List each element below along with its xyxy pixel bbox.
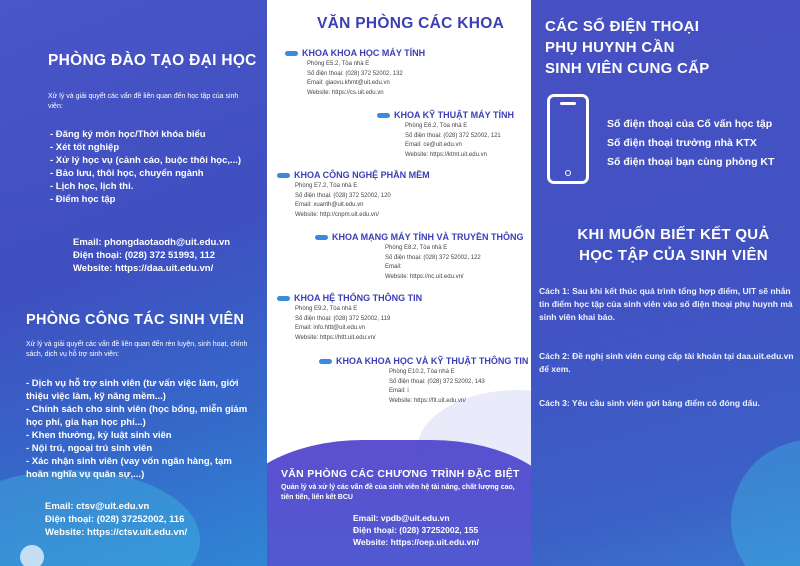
- phone-text: Số điện thoại: (028) 372 52002, 119: [295, 315, 391, 322]
- result-step-2: Cách 2: Đề nghị sinh viên cung cấp tài khoản tại daa.uit.edu.vn để xem.: [539, 351, 794, 374]
- training-office-list: [50, 128, 260, 206]
- bullet-icon: [319, 359, 332, 364]
- list-item: - Xử lý học vụ (cảnh cáo, buộc thôi học,...): [50, 155, 242, 166]
- list-item: - Dịch vụ hỗ trợ sinh viên (tư vấn việc làm, giới thiệu việc làm, kỹ năng mềm...): [26, 378, 239, 402]
- special-programs-contact: [353, 512, 479, 548]
- special-programs-desc: Quản lý và xử lý các vấn đề của sinh viên hệ tài năng, chất lượng cao, tiên tiến, liên kết BCU: [281, 484, 515, 501]
- student-affairs-list: [26, 377, 256, 481]
- bullet-icon: [277, 296, 290, 301]
- phone-text: Số điện thoại: (028) 372 52002, 120: [295, 192, 391, 199]
- faculties-title: VĂN PHÒNG CÁC KHOA: [317, 15, 505, 32]
- email-text: Email: xuanth@uit.edu.vn: [295, 202, 364, 208]
- room-text: Phòng E5.2, Tòa nhà E: [307, 61, 370, 67]
- list-item: - Đăng ký môn học/Thời khóa biểu: [50, 129, 206, 140]
- website-text: Website: https://cs.uit.edu.vn: [307, 89, 384, 96]
- bullet-icon: [315, 235, 328, 240]
- decor-wave: [731, 440, 800, 566]
- website-text: Website: http://cnpm.uit.edu.vn/: [295, 211, 379, 218]
- phone-text: Số điện thoại: (028) 372 52002, 132: [307, 70, 403, 77]
- list-item: - Xác nhận sinh viên (vay vốn ngân hàng, tạm hoãn nghĩa vụ quân sự,...): [26, 456, 232, 480]
- bullet-icon: [377, 113, 390, 118]
- email-text: Email:: [385, 264, 402, 270]
- faculty-name: KHOA KHOA HỌC VÀ KỸ THUẬT THÔNG TIN: [336, 356, 529, 366]
- faculty-block: [277, 170, 430, 220]
- list-item: Số điện thoại của Cố vấn học tập: [607, 118, 773, 130]
- parent-phones-list: [607, 115, 797, 172]
- smartphone-icon: [547, 94, 589, 184]
- list-item: - Điểm học tập: [50, 194, 116, 205]
- result-step-3: Cách 3: Yêu cầu sinh viên gửi bảng điểm có đóng dấu.: [539, 398, 760, 408]
- faculty-block: [319, 356, 528, 406]
- phone-text: Số điện thoại: (028) 372 52002, 122: [385, 254, 481, 261]
- phone-text: Điện thoại: (028) 37252002, 116: [45, 514, 185, 525]
- bullet-icon: [277, 173, 290, 178]
- room-text: Phòng E10.2, Tòa nhà E: [389, 369, 455, 375]
- faculty-block: [315, 232, 524, 282]
- website-text: Website: https://nc.uit.edu.vn/: [385, 273, 464, 280]
- email-text: Email: vpdb@uit.edu.vn: [353, 513, 450, 523]
- list-item: - Nội trú, ngoại trú sinh viên: [26, 443, 153, 454]
- faculty-block: [277, 293, 422, 343]
- room-text: Phòng E6.2, Tòa nhà E: [405, 123, 468, 129]
- faculty-name: KHOA KỸ THUẬT MÁY TÍNH: [394, 110, 514, 120]
- list-item: Số điện thoại trưởng nhà KTX: [607, 137, 757, 149]
- special-programs-title: VĂN PHÒNG CÁC CHƯƠNG TRÌNH ĐẶC BIỆT: [281, 468, 520, 480]
- email-text: Email: phongdaotaodh@uit.edu.vn: [73, 237, 231, 248]
- list-item: - Khen thưởng, kỷ luật sinh viên: [26, 430, 172, 441]
- website-text: Website: https://fit.uit.edu.vn/: [389, 397, 466, 404]
- student-affairs-contact: [45, 500, 187, 539]
- faculty-block: [377, 110, 514, 160]
- middle-panel: [267, 0, 531, 566]
- decor-dot: [20, 545, 44, 566]
- list-item: - Lịch học, lịch thi.: [50, 181, 134, 192]
- result-step-1: Cách 1: Sau khi kết thúc quá trình tổng hợp điểm, UIT sẽ nhắn tin điểm học tập của sinh viên vào số điện thoại phụ huynh mà sinh viên khai báo.: [539, 286, 793, 322]
- bullet-icon: [285, 51, 298, 56]
- left-panel: [0, 0, 267, 566]
- faculty-block: [285, 48, 425, 98]
- faculty-name: KHOA KHOA HỌC MÁY TÍNH: [302, 48, 426, 58]
- results-title: KHI MUỐN BIẾT KẾT QUẢ HỌC TẬP CỦA SINH VIÊN: [577, 226, 770, 264]
- email-text: Email: giaovu.khmt@uit.edu.vn: [307, 80, 390, 86]
- email-text: Email: ce@uit.edu.vn: [405, 142, 462, 148]
- student-affairs-desc: Xử lý và giải quyết các vấn đề liên quan đến rèn luyện, sinh hoạt, chính sách, dịch vụ hỗ trợ sinh viên:: [26, 341, 248, 358]
- training-office-desc: Xử lý và giải quyết các vấn đề liên quan đến học tập của sinh viên:: [48, 93, 239, 110]
- website-text: Website: https://ktmt.uit.edu.vn: [405, 151, 487, 158]
- room-text: Phòng E9.2, Tòa nhà E: [295, 306, 358, 312]
- faculty-name: KHOA MẠNG MÁY TÍNH VÀ TRUYỀN THÔNG: [332, 232, 524, 242]
- list-item: - Bảo lưu, thôi học, chuyển ngành: [50, 168, 204, 179]
- phone-text: Điện thoại: (028) 37252002, 155: [353, 525, 479, 535]
- website-text: Website: https://httt.uit.edu.vn/: [295, 334, 376, 341]
- list-item: - Chính sách cho sinh viên (học bổng, miễn giảm học phí, gia hạn học phí...): [26, 404, 248, 428]
- list-item: Số điện thoại bạn cùng phòng KT: [607, 156, 775, 168]
- list-item: - Xét tốt nghiệp: [50, 142, 120, 153]
- training-office-contact: [73, 236, 230, 275]
- website-text: Website: https://daa.uit.edu.vn/: [73, 263, 214, 274]
- phone-text: Số điện thoại: (028) 372 52002, 121: [405, 132, 501, 139]
- email-text: Email: ctsv@uit.edu.vn: [45, 501, 150, 512]
- faculty-name: KHOA HỆ THỐNG THÔNG TIN: [294, 293, 423, 303]
- room-text: Phòng E7.2, Tòa nhà E: [295, 183, 358, 189]
- email-text: Email: info.httt@uit.edu.vn: [295, 325, 366, 331]
- website-text: Website: https://oep.uit.edu.vn/: [353, 537, 479, 547]
- website-text: Website: https://ctsv.uit.edu.vn/: [45, 527, 188, 538]
- phone-text: Số điện thoại: (028) 372 52002, 143: [389, 378, 485, 385]
- training-office-title: PHÒNG ĐÀO TẠO ĐẠI HỌC: [48, 52, 257, 69]
- room-text: Phòng E8.2, Tòa nhà E: [385, 245, 448, 251]
- email-text: Email: i: [389, 388, 409, 394]
- parent-phones-title: CÁC SỐ ĐIỆN THOẠI PHỤ HUYNH CẦN SINH VIÊN CUNG CẤP: [545, 18, 710, 77]
- right-panel: [531, 0, 800, 566]
- phone-text: Điện thoại: (028) 372 51993, 112: [73, 250, 216, 261]
- student-affairs-title: PHÒNG CÔNG TÁC SINH VIÊN: [26, 312, 245, 328]
- faculty-name: KHOA CÔNG NGHỆ PHẦN MỀM: [294, 170, 430, 180]
